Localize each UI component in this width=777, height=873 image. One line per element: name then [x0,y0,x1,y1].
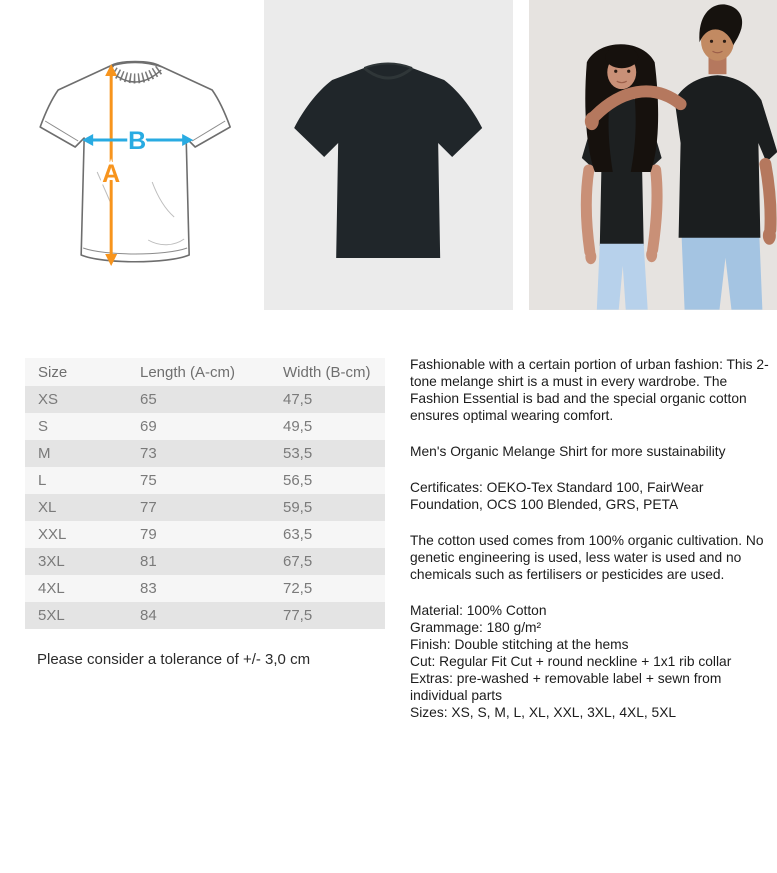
size-table-row [25,413,385,440]
size-table-cell: 81 [127,548,270,575]
tshirt-outline-drawing [0,0,248,310]
description-cotton: The cotton used comes from 100% organic cultivation. No genetic engineering is used, less water is used and no chemicals such as fertilisers or pesticides are used. [410,533,764,582]
width-label: B [128,127,147,155]
tolerance-note: Please consider a tolerance of +/- 3,0 cm [37,651,311,668]
models-photo [529,0,777,310]
spec-line: Extras: pre-washed + removable label + sewn from individual parts [410,671,722,703]
description-intro: Fashionable with a certain portion of urban fashion: This 2-tone melange shirt is a must in every wardrobe. The Fashion Essential is bad and the special organic cotton ensures optimal wearing comfort. [410,357,769,423]
product-image-gallery [0,0,777,310]
size-table-cell: 77,5 [270,602,385,629]
size-table-cell: 77 [127,494,270,521]
col-header-length: Length (A-cm) [127,358,270,386]
size-table-row [25,386,385,413]
spec-line: Finish: Double stitching at the hems [410,637,629,652]
size-table-block [25,358,385,668]
size-measurement-diagram [0,0,248,310]
spec-line: Cut: Regular Fit Cut + round neckline + 1x1 rib collar [410,654,732,669]
size-table-cell: 5XL [25,602,127,629]
size-table-cell: 65 [127,386,270,413]
spec-line: Grammage: 180 g/m² [410,620,542,635]
size-table-cell: 47,5 [270,386,385,413]
spec-line: Material: 100% Cotton [410,603,547,618]
size-table-row [25,521,385,548]
size-table-cell: 4XL [25,575,127,602]
product-description [410,356,773,721]
spec-line: Sizes: XS, S, M, L, XL, XXL, 3XL, 4XL, 5XL [410,705,677,720]
size-table-header-row [25,358,385,386]
description-certificates: Certificates: OEKO-Tex Standard 100, FairWear Foundation, OCS 100 Blended, GRS, PETA [410,480,704,512]
size-table-cell: 67,5 [270,548,385,575]
col-header-size: Size [25,358,127,386]
black-tshirt-flatlay-image [264,0,512,310]
size-table-cell: 79 [127,521,270,548]
col-header-width: Width (B-cm) [270,358,385,386]
size-table-cell: 56,5 [270,467,385,494]
size-table-cell: 53,5 [270,440,385,467]
size-table-cell: 84 [127,602,270,629]
size-table-row [25,575,385,602]
size-table-cell: XXL [25,521,127,548]
size-table-cell: 72,5 [270,575,385,602]
size-table-cell: 63,5 [270,521,385,548]
description-sustainability: Men's Organic Melange Shirt for more sustainability [410,444,726,459]
size-table-body [25,386,385,629]
size-table-cell: M [25,440,127,467]
size-table-cell: 3XL [25,548,127,575]
spec-list [410,602,773,721]
size-table-cell: 49,5 [270,413,385,440]
size-table [25,358,385,629]
length-label: A [102,160,121,188]
size-table-cell: 59,5 [270,494,385,521]
size-table-row [25,548,385,575]
product-photo-flatlay [264,0,512,310]
size-table-cell: XL [25,494,127,521]
size-table-cell: S [25,413,127,440]
size-table-cell: XS [25,386,127,413]
size-table-row [25,602,385,629]
size-table-cell: 69 [127,413,270,440]
size-table-row [25,494,385,521]
models-wearing-tshirts-image [529,0,777,310]
size-table-row [25,440,385,467]
size-table-cell: 73 [127,440,270,467]
size-table-cell: 83 [127,575,270,602]
size-table-row [25,467,385,494]
size-table-cell: 75 [127,467,270,494]
size-table-cell: L [25,467,127,494]
